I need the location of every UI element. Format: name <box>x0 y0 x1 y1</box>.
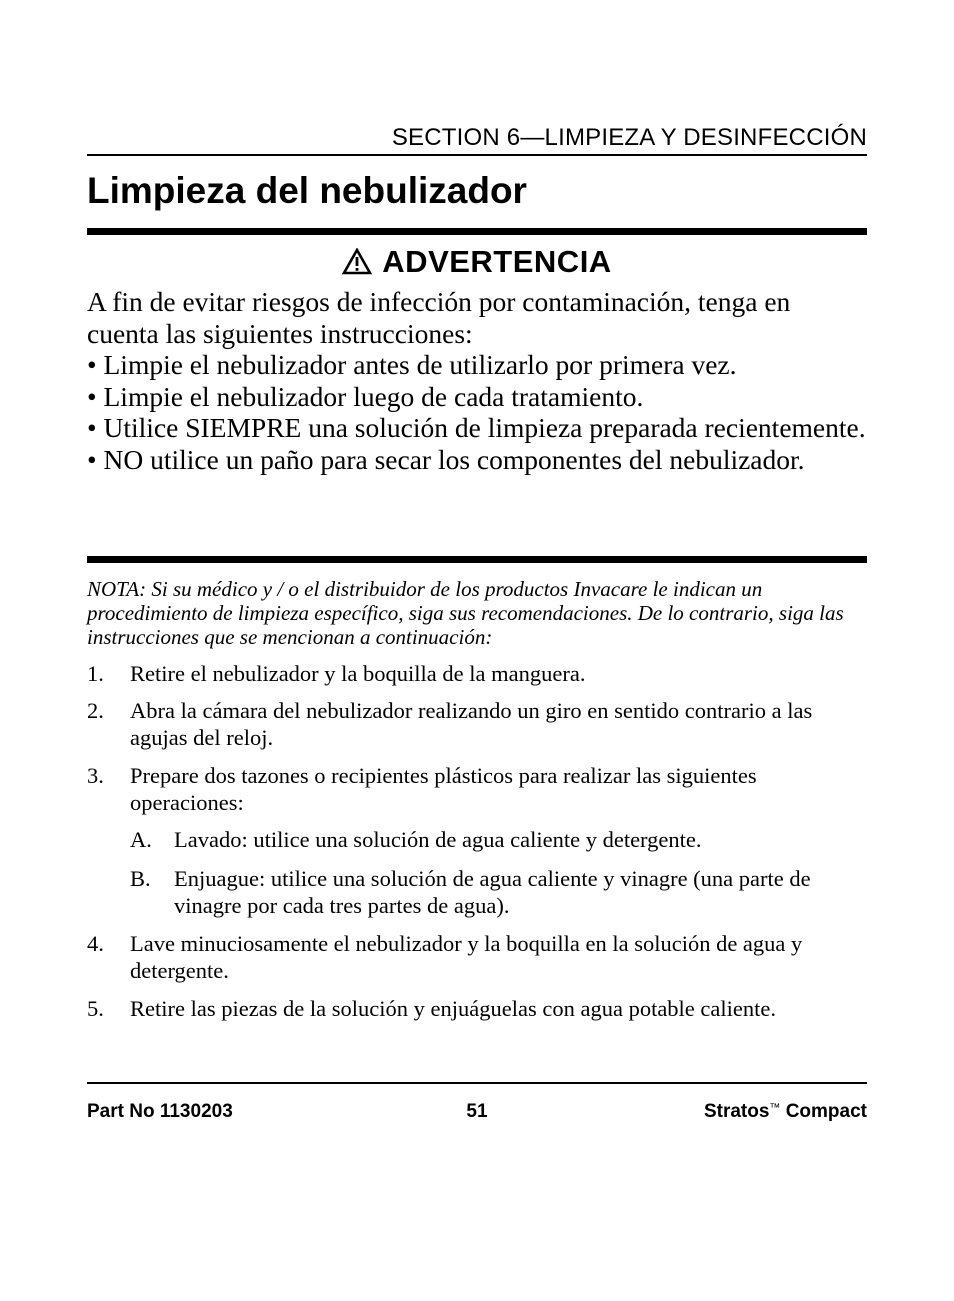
step-text: Lave minuciosamente el nebulizador y la boquilla en la solución de agua y detergente. <box>130 931 803 983</box>
warning-top-rule <box>87 228 867 235</box>
warning-bottom-rule <box>87 556 867 563</box>
footer-page-number: 51 <box>466 1101 488 1122</box>
warning-intro: A fin de evitar riesgos de infección por contaminación, tenga en cuenta las siguientes instrucciones: <box>87 286 791 349</box>
warning-bullet: • Utilice SIEMPRE una solución de limpieza preparada recientemente. <box>87 412 866 443</box>
page-title: Limpieza del nebulizador <box>87 170 527 211</box>
footer-rule <box>87 1082 867 1084</box>
warning-heading <box>87 244 867 280</box>
header-rule <box>87 154 867 156</box>
footer-product-suffix: Compact <box>785 1101 867 1122</box>
sub-step-letter: A. <box>130 827 152 852</box>
warning-body <box>87 286 867 475</box>
step-number: 3. <box>87 763 104 788</box>
step-number: 4. <box>87 931 104 956</box>
footer-part-number: Part No 1130203 <box>87 1101 233 1122</box>
sub-step-letter: B. <box>130 866 151 891</box>
step-text: Retire el nebulizador y la boquilla de la manguera. <box>130 661 586 686</box>
warning-bullet: • Limpie el nebulizador antes de utilizarlo por primera vez. <box>87 349 737 380</box>
warning-bullet: • NO utilice un paño para secar los componentes del nebulizador. <box>87 443 805 475</box>
step-number: 1. <box>87 661 104 686</box>
step-number: 5. <box>87 996 104 1021</box>
trademark-symbol: ™ <box>769 1102 781 1114</box>
note-text: NOTA: Si su médico y / o el distribuidor de los productos Invacare le indican un procedimiento de limpieza específico, siga sus recomendaciones. De lo contrario, siga las instrucciones que se mencionan a continuación: <box>87 577 844 649</box>
sub-step-text: Lavado: utilice una solución de agua caliente y detergente. <box>174 827 702 852</box>
footer-product: Stratos <box>703 1101 770 1122</box>
step-text: Retire las piezas de la solución y enjuáguelas con agua potable caliente. <box>130 996 776 1021</box>
warning-triangle-icon <box>342 248 372 275</box>
section-header: SECTION 6—LIMPIEZA Y DESINFECCIÓN <box>391 124 867 151</box>
footer-product-name <box>704 1101 867 1123</box>
step-text: Prepare dos tazones o recipientes plásticos para realizar las siguientes operaciones: <box>130 763 757 815</box>
warning-heading-text: ADVERTENCIA <box>382 244 612 279</box>
warning-bullet: • Limpie el nebulizador luego de cada tratamiento. <box>87 380 644 412</box>
step-number: 2. <box>87 698 104 723</box>
sub-step-text: Enjuague: utilice una solución de agua caliente y vinagre (una parte de vinagre por cada tres partes de agua). <box>174 866 811 918</box>
step-text: Abra la cámara del nebulizador realizando un giro en sentido contrario a las agujas del reloj. <box>130 698 813 750</box>
